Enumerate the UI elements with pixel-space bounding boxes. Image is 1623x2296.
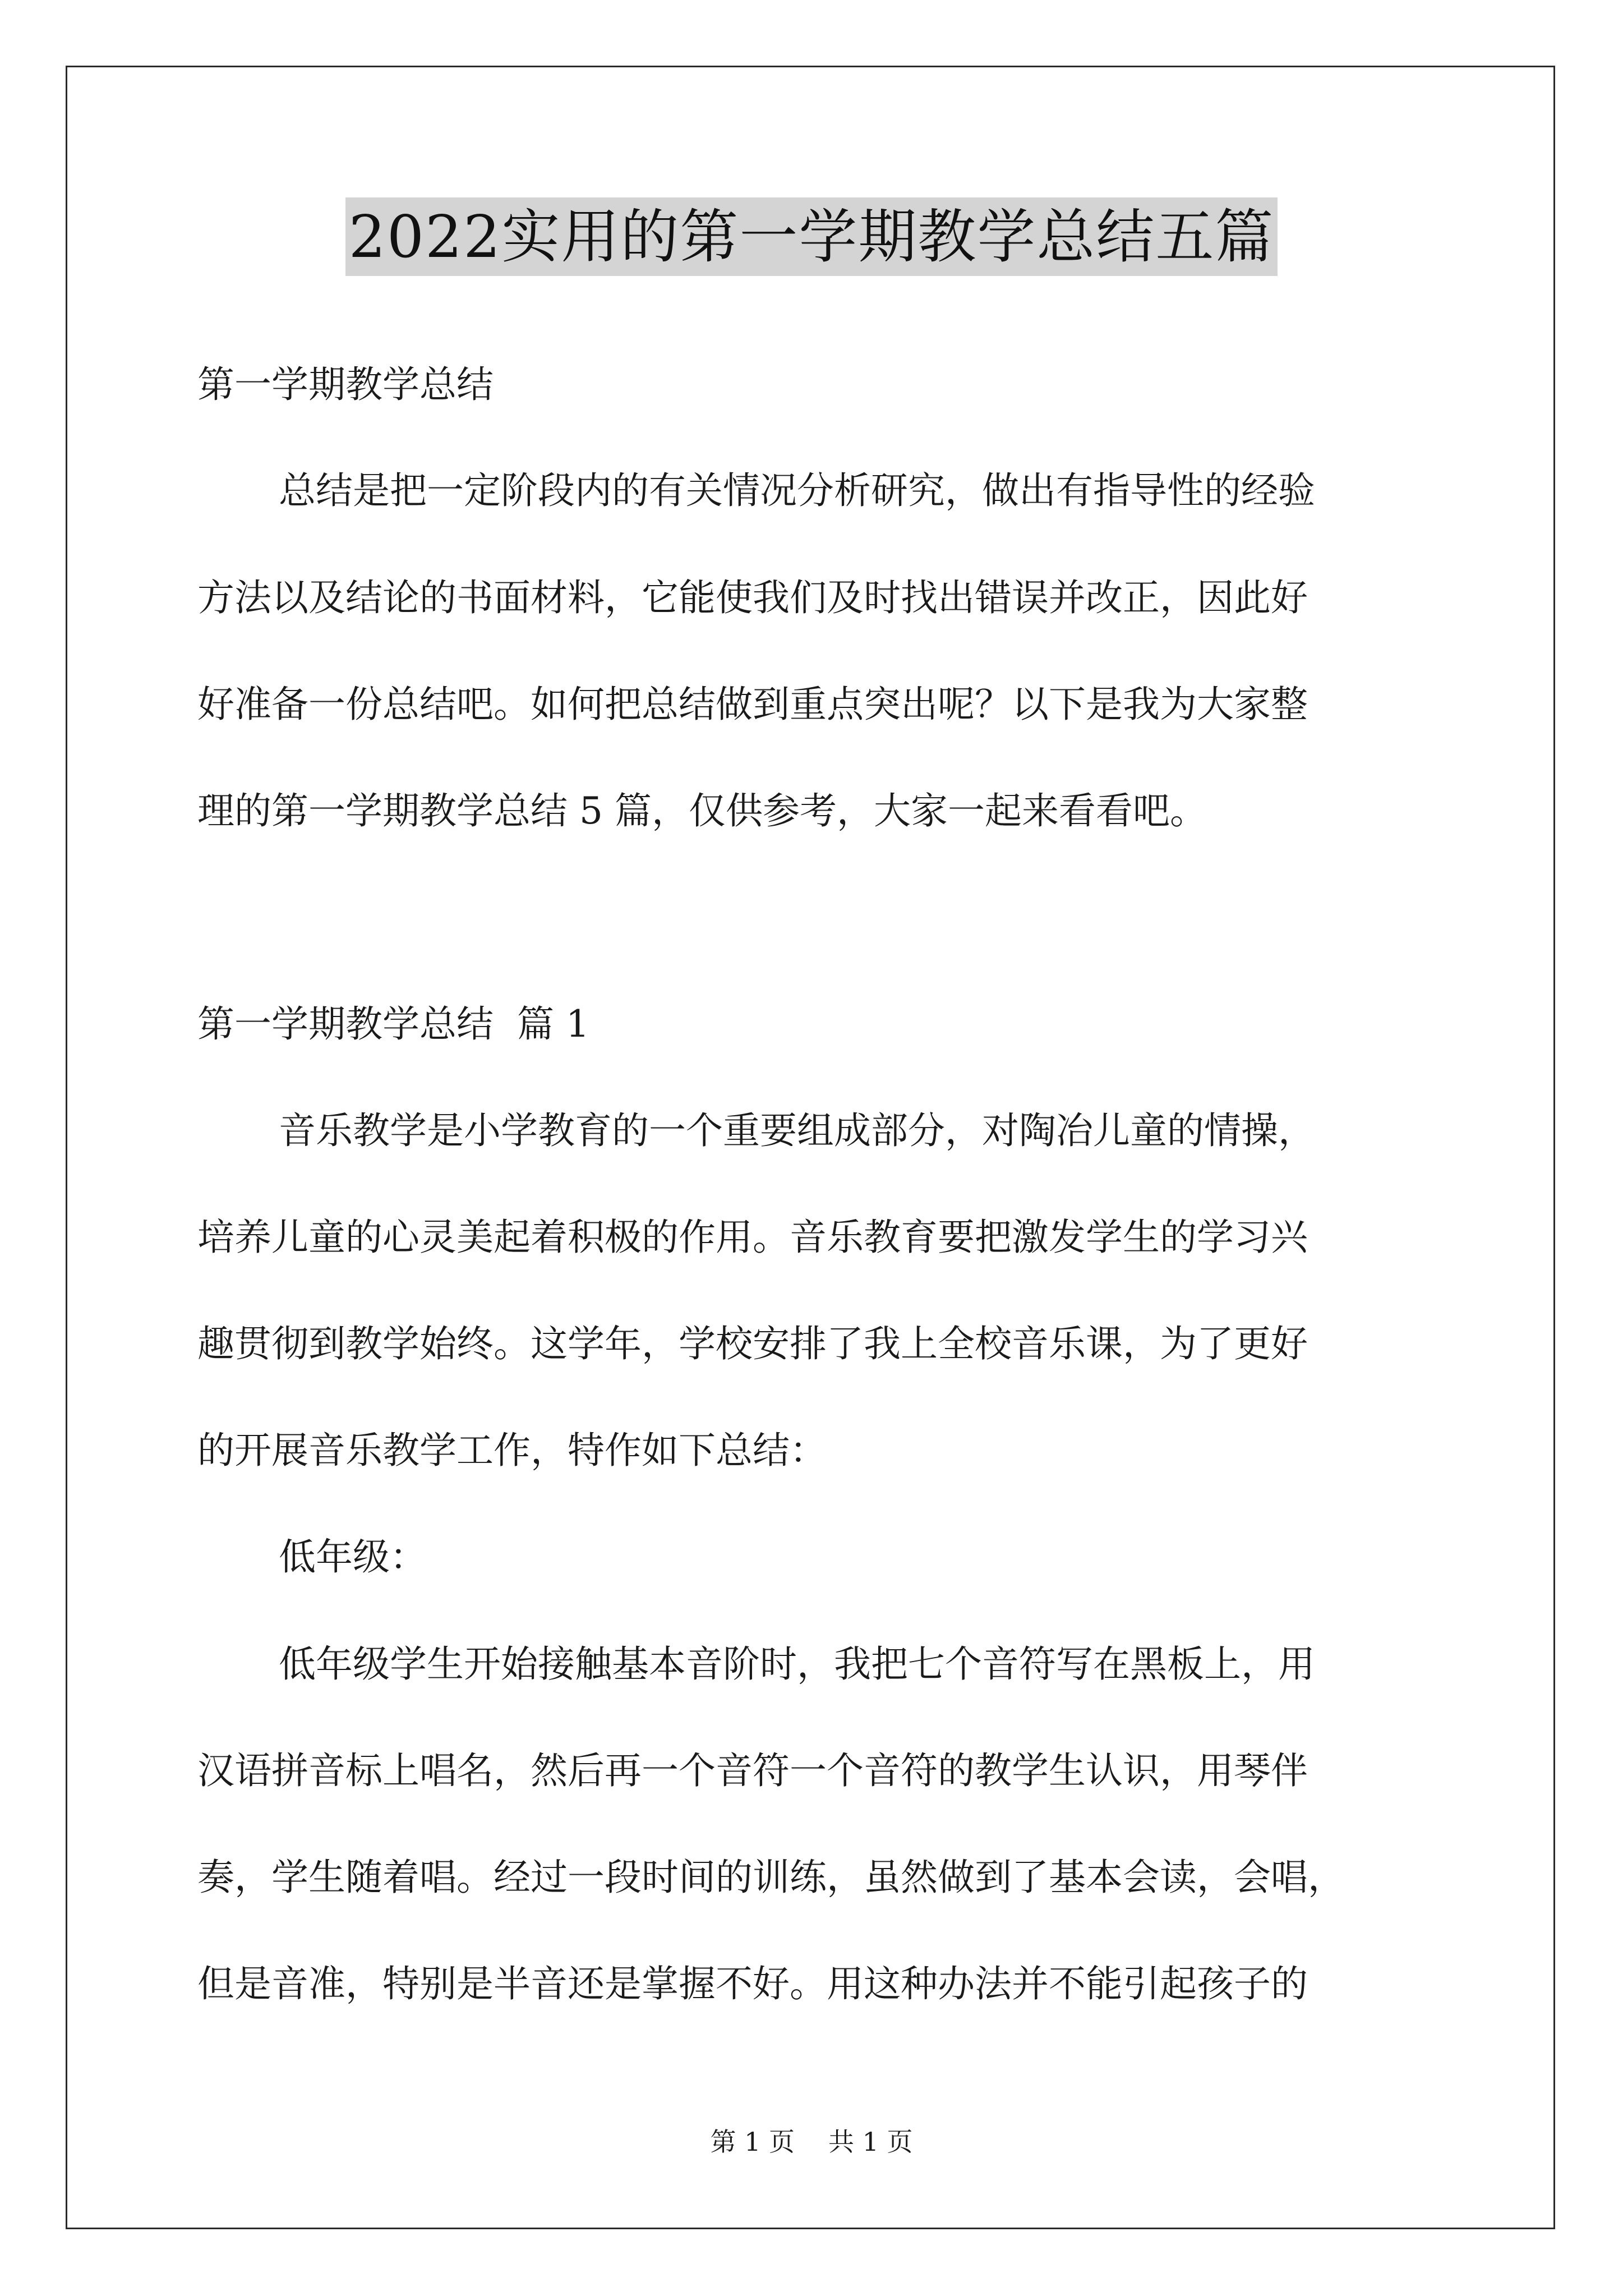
page-footer: [0, 2125, 1623, 2159]
page-total: 共 1 页: [828, 2127, 913, 2157]
document-title: 2022实用的第一学期教学总结五篇: [345, 197, 1278, 276]
body-line: 汉语拼音标上唱名，然后再一个音符一个音符的教学生认识，用琴伴: [197, 1749, 1308, 1792]
body-line: 奏，学生随着唱。经过一段时间的训练，虽然做到了基本会读，会唱，: [197, 1856, 1345, 1899]
body-line: 趣贯彻到教学始终。这学年，学校安排了我上全校音乐课，为了更好: [197, 1322, 1308, 1365]
body-line: 音乐教学是小学教育的一个重要组成部分，对陶冶儿童的情操，: [279, 1109, 1315, 1152]
body-line: 的开展音乐教学工作，特作如下总结：: [197, 1429, 827, 1472]
intro-line: 总结是把一定阶段内的有关情况分析研究，做出有指导性的经验: [279, 469, 1315, 512]
body-line: 培养儿童的心灵美起着积极的作用。音乐教育要把激发学生的学习兴: [197, 1216, 1308, 1259]
title-container: [0, 197, 1623, 276]
body-line: 低年级学生开始接触基本音阶时，我把七个音符写在黑板上，用: [279, 1642, 1315, 1686]
page-number: 第 1 页: [710, 2127, 795, 2157]
intro-line: 方法以及结论的书面材料，它能使我们及时找出错误并改正，因此好: [197, 576, 1308, 619]
section-heading: 第一学期教学总结 篇 1: [197, 1002, 589, 1046]
subheading: 低年级：: [279, 1535, 427, 1579]
intro-line: 理的第一学期教学总结 5 篇，仅供参考，大家一起来看看吧。: [197, 789, 1207, 832]
body-line: 但是音准，特别是半音还是掌握不好。用这种办法并不能引起孩子的: [197, 1962, 1308, 2005]
intro-heading: 第一学期教学总结: [197, 363, 494, 406]
intro-line: 好准备一份总结吧。如何把总结做到重点突出呢？以下是我为大家整: [197, 683, 1308, 726]
